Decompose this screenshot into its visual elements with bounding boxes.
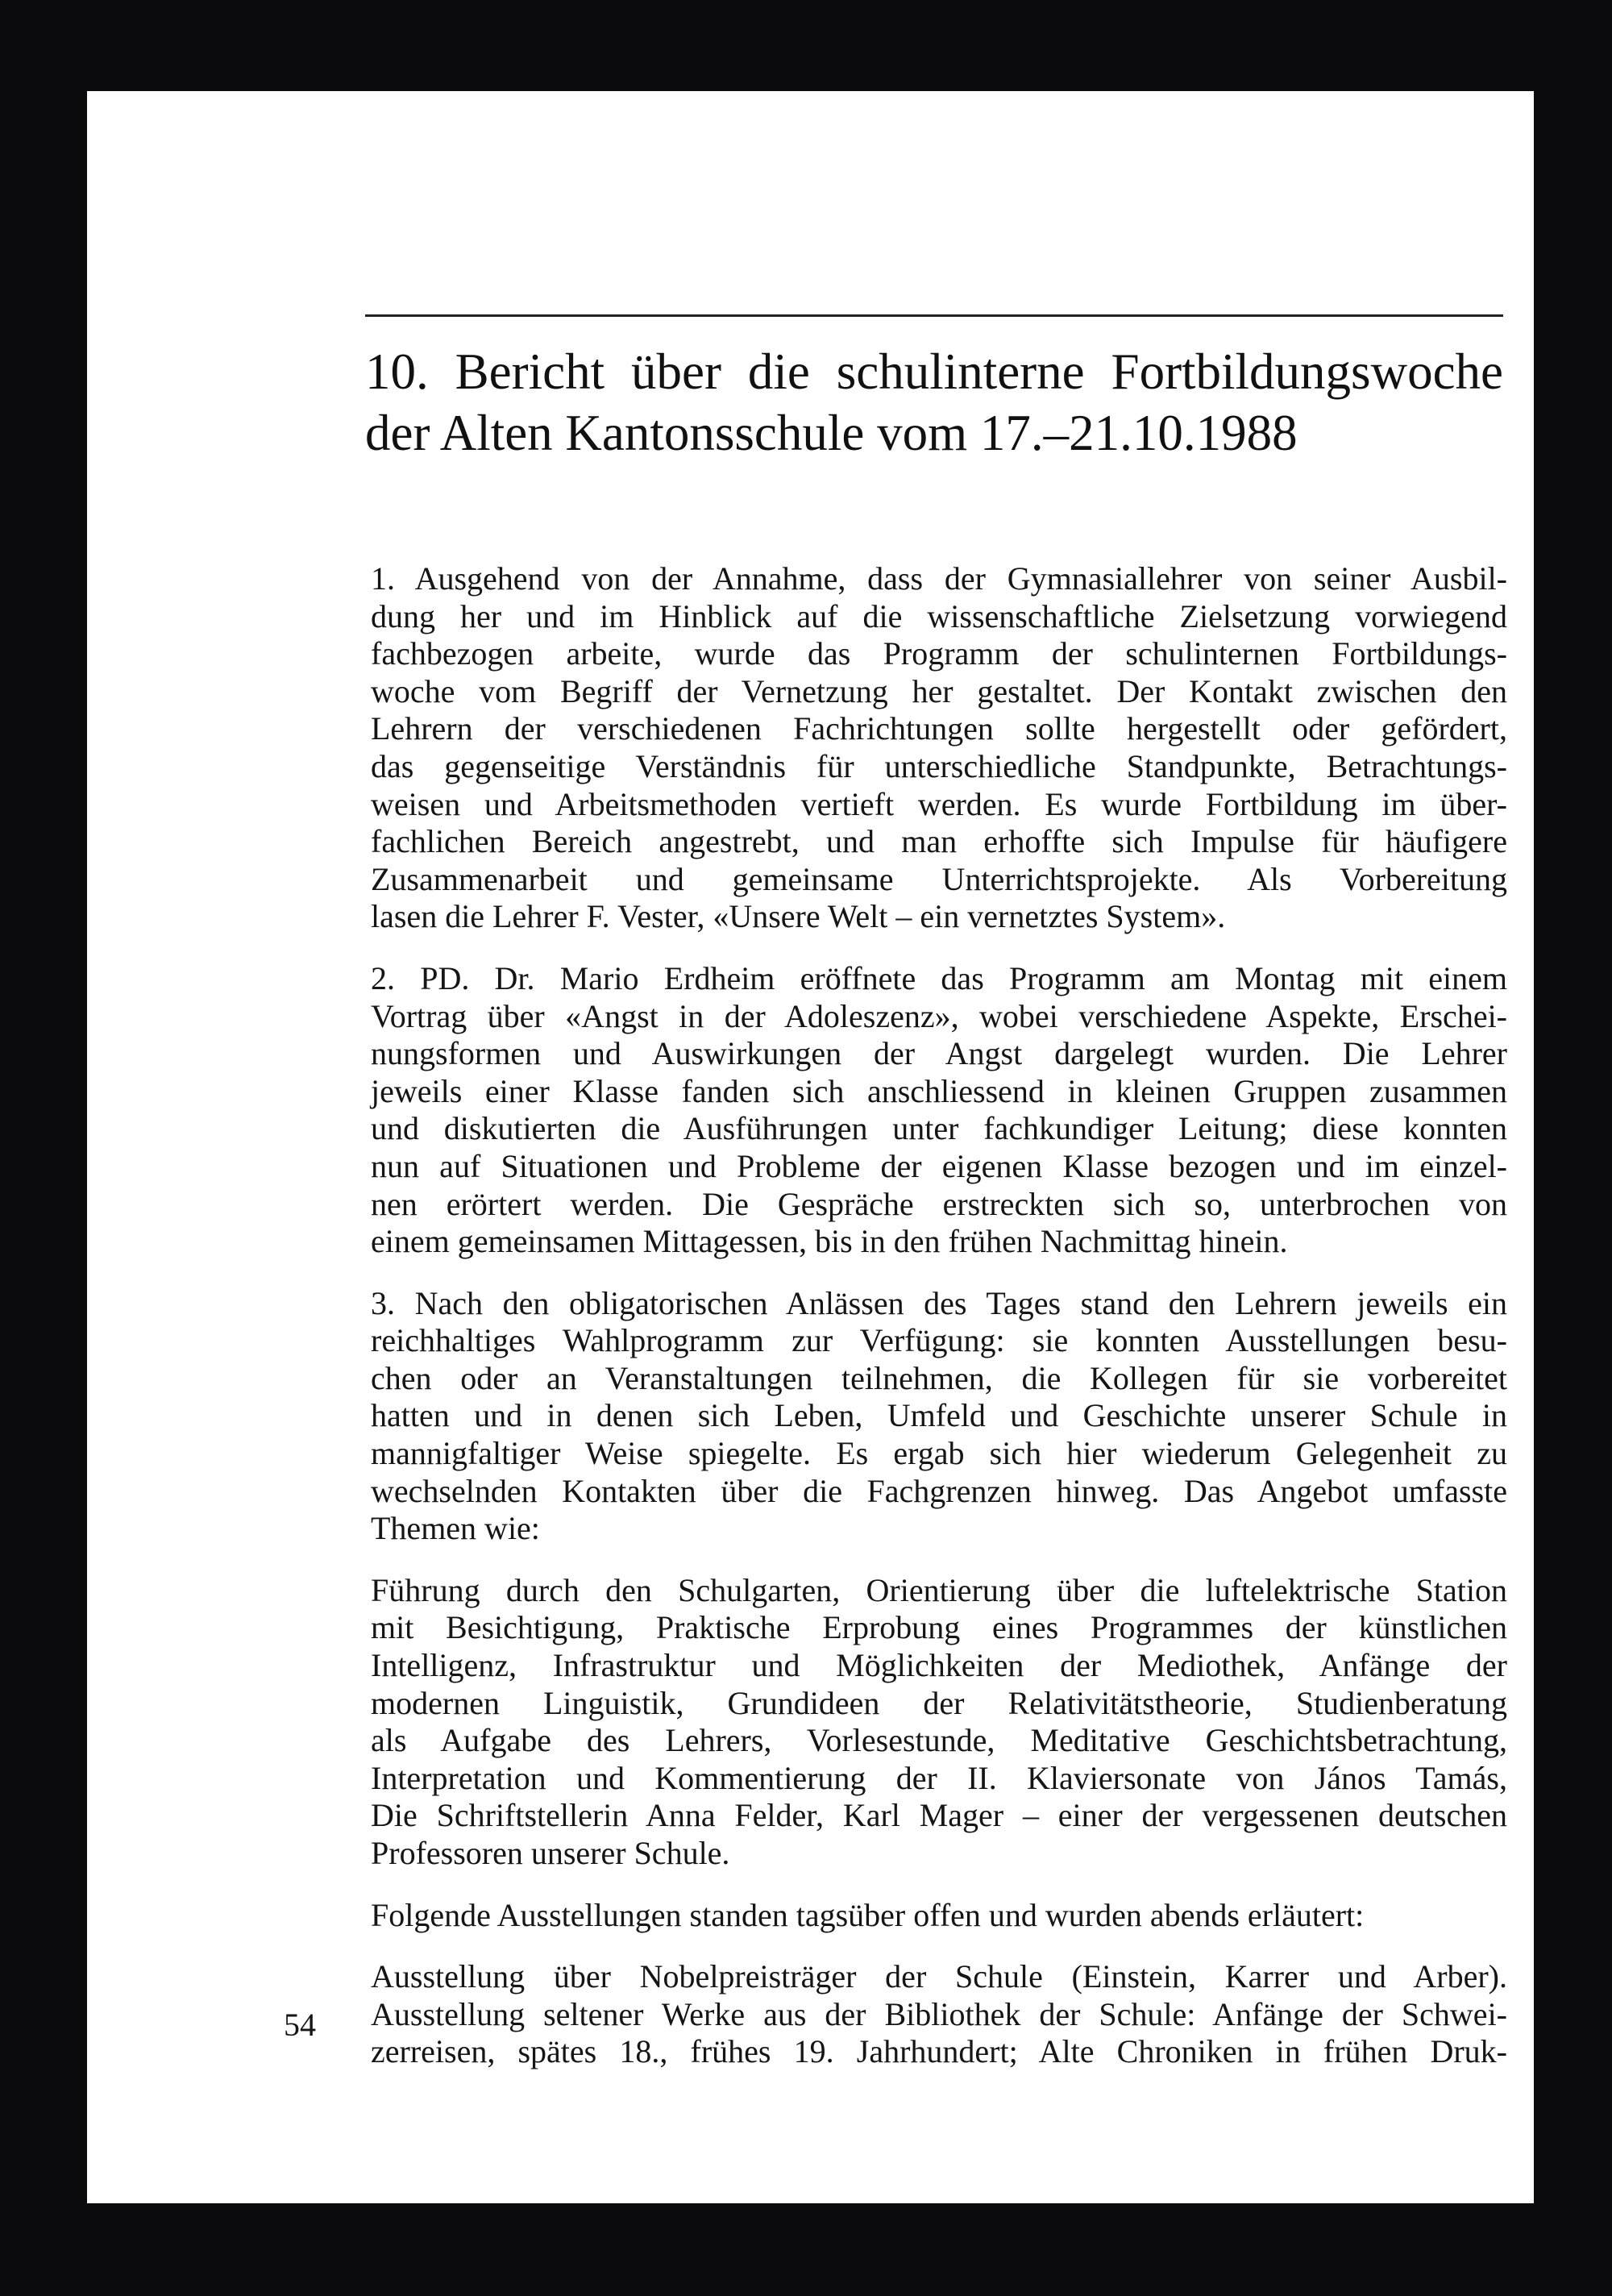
text-line: zerreisen, spätes 18., frühes 19. Jahrhundert; Alte Chroniken in frühen Druk- [371,2033,1507,2070]
text-line: chen oder an Veranstaltungen teilnehmen, die Kollegen für sie vorbereitet [371,1359,1507,1396]
chapter-title [365,341,1503,464]
text-line: 3. Nach den obligatorischen Anlässen des Tages stand den Lehrern jeweils ein [371,1284,1507,1321]
header-rule [365,314,1503,317]
text-line: 2. PD. Dr. Mario Erdheim eröffnete das Programm am Montag mit einem [371,959,1507,996]
body-text [371,560,1507,2095]
text-line: Lehrern der verschiedenen Fachrichtungen sollte hergestellt oder gefördert, [371,710,1507,747]
text-line: fachlichen Bereich angestrebt, und man erhoffte sich Impulse für häufigere [371,823,1507,860]
text-line: reichhaltiges Wahlprogramm zur Verfügung: sie konnten Ausstellungen besu- [371,1322,1507,1359]
text-line: Die Schriftstellerin Anna Felder, Karl Mager – einer der vergessenen deutschen [371,1797,1507,1834]
text-line: einem gemeinsamen Mittagessen, bis in den frühen Nachmittag hinein. [371,1223,1288,1260]
page-number: 54 [284,2007,316,2043]
document-page [87,91,1534,2203]
text-line: Interpretation und Kommentierung der II. Klaviersonate von János Tamás, [371,1759,1507,1796]
text-line: woche vom Begriff der Vernetzung her gestaltet. Der Kontakt zwischen den [371,672,1507,709]
text-line: hatten und in denen sich Leben, Umfeld und Geschichte unserer Schule in [371,1397,1507,1434]
text-line: das gegenseitige Verständnis für unterschiedliche Standpunkte, Betrachtungs- [371,747,1507,784]
text-line: nungsformen und Auswirkungen der Angst dargelegt wurden. Die Lehrer [371,1035,1507,1072]
paragraph [371,1958,1507,2071]
paragraph [371,560,1507,936]
text-line: Themen wie: [371,1510,540,1547]
text-line: als Aufgabe des Lehrers, Vorlesestunde, Meditative Geschichtsbetrachtung, [371,1722,1507,1759]
text-line: Professoren unserer Schule. [371,1835,730,1871]
text-line: und diskutierten die Ausführungen unter fachkundiger Leitung; diese konnten [371,1110,1507,1147]
paragraph [371,1285,1507,1548]
text-line: 1. Ausgehend von der Annahme, dass der Gymnasiallehrer von seiner Ausbil- [371,560,1507,597]
text-line: Zusammenarbeit und gemeinsame Unterrichtsprojekte. Als Vorbereitung [371,860,1507,897]
text-line: nun auf Situationen und Probleme der eigenen Klasse bezogen und im einzel- [371,1147,1507,1184]
text-line: Führung durch den Schulgarten, Orientierung über die luftelektrische Station [371,1571,1507,1608]
text-line: Ausstellung über Nobelpreisträger der Schule (Einstein, Karrer und Arber). [371,1958,1507,1995]
text-line: Folgende Ausstellungen standen tagsüber offen und wurden abends erläutert: [371,1896,1365,1933]
text-line: Ausstellung seltener Werke aus der Bibliothek der Schule: Anfänge der Schwei- [371,1995,1507,2032]
text-line: mannigfaltiger Weise spiegelte. Es ergab sich hier wiederum Gelegenheit zu [371,1435,1507,1472]
text-line: jeweils einer Klasse fanden sich anschliessend in kleinen Gruppen zusammen [371,1072,1507,1109]
text-line: nen erörtert werden. Die Gespräche erstreckten sich so, unterbrochen von [371,1185,1507,1222]
text-line: wechselnden Kontakten über die Fachgrenzen hinweg. Das Angebot umfasste [371,1472,1507,1509]
text-line: dung her und im Hinblick auf die wissenschaftliche Zielsetzung vorwiegend [371,597,1507,634]
text-line: Intelligenz, Infrastruktur und Möglichkeiten der Mediothek, Anfänge der [371,1647,1507,1684]
paragraph [371,960,1507,1261]
text-line: fachbezogen arbeite, wurde das Programm der schulinternen Fortbildungs- [371,635,1507,672]
text-line: lasen die Lehrer F. Vester, «Unsere Welt – ein vernetztes System». [371,898,1226,935]
text-line: Vortrag über «Angst in der Adoleszenz», wobei verschiedene Aspekte, Erschei- [371,997,1507,1034]
title-line: der Alten Kantonsschule vom 17.–21.10.1988 [365,405,1298,461]
title-line: 10. Bericht über die schulinterne Fortbildungswoche [365,343,1503,400]
text-line: modernen Linguistik, Grundideen der Relativitätstheorie, Studienberatung [371,1684,1507,1721]
paragraph [371,1572,1507,1873]
paragraph [371,1897,1507,1935]
text-line: mit Besichtigung, Praktische Erprobung eines Programmes der künstlichen [371,1609,1507,1646]
text-line: weisen und Arbeitsmethoden vertieft werden. Es wurde Fortbildung im über- [371,785,1507,822]
